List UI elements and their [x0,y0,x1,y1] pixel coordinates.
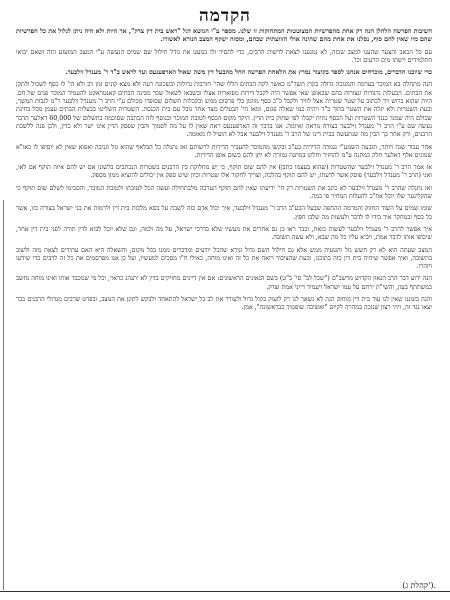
paragraph: עם כל הכאב והצער שהענו למצב שכזה, לא נמנענו לצאת לרשות הרבים, כדי להסיר ולו במעט את גודל חילול שם שמים הנעשה ע"י המצב המזעזע הזה ושאם יבואו התלמידים וישתו מים הרעים וכו'. [16,48,432,64]
paragraph: אחר עבור שנה ויותר, תובעה השמע"י נגמרה הדירות בע"כ ובקשו מהמוכר להעביר הדירות לרשותם ואז נתגלה כל הבלאף שהוא גזל וגניבה ואפוא שאין לא יוסיפו לו כאו"א שמונים אלף דאלער חלק כמתנה ע"מ להחזיר וחלקו במתנה גמורה לא יתן להם בשום אופן הדירות. [16,143,432,159]
source-reference: (קהלת ג'). [402,581,436,590]
paragraph: המצב שעתה הוא לא רק חשש גזל והטעיה ממש אלא גם חילול השם גדול ונורא שהכל יודעים ומדברים ממנו בכל מקום, והשאלה היא האם עתידים לצאת מזה ולשוב בתשובה, ואיך אפשר שיהיה בית דין כזה בתוכנו, ובעת שהציבור רואה את כל זה ואינו מוחה, כאילו ח"ו מסכים למעשיו, ועל כן אנו מפרסמים את כל זה לרבים כדי שידעו ויזהרו. [16,246,432,271]
page-title: הקדמה [199,6,251,26]
paragraph: הנה ידוע דבר הרב הגאון הקדוש מרשב"ם ("שכל לב" סי' כ"ט) בשם הגאונים הראשונים: אם אין דיינים מחזיקים בדין לא יתנהג כראוי, וכל מי שמכבד אותו ואינו מוחה נחשב כמשתתף בעון, והשי"ת ירחם על עמו ישראל ויעמיד דייני אמת וצדק. [16,275,432,291]
paragraph: והנה בזמננו שאין לנו עוד בית דין מוחזק הנה לא נשאר לנו רק לזעוק בקול גדול ולעורר את לב כל ישראל להתאחד ולבקש לתקן את המצב, ובפרט שרבים מגדולי הרבנים כבר יצאו נגד זה, ויהי רצון שנזכה במהרה לקיום "ואשיבה שופטיך כבראשונה", אמן. [16,296,432,312]
scan-edge-left [3,200,4,590]
paragraph: שומו שמים על השוד החזוק והמרמה ההחפה שבעל הבע"ב הרב ר' מענדל זילבער, איך יכול אדם כזה לשבת על כסא מלכות בית דין ולרמות את בני ישראל בצורה כזו, אשר כל כסף ובמחקר איך בידו לו לדבר ולעשות מה שלבו חפץ. [16,205,432,221]
scan-edge-bottom [0,591,450,592]
paragraph: איך אפשר להרב ר' מענדל זילבער לעשות כזאת, וכבר ראו כן גם אחרים את מעשיו שלא בדרכי ישראל, על מה ולמה, וגם שלא יוכל לבוא לדין תורה לפני בית דין אחר, שיכופו אותו לדבר אמת, ויביא עליו כל מה שבא, ולא עשה תשובה. [16,225,432,242]
paragraph: אז אמר הרב ר' מענדל זילבער שהשטרות (שהוא בעצמו כתבן) אין להם שום תוקף, כי יש מחלוקת בין הרבנים בשטרות הנכתבים בלשונו אם יש להם איזה תוקף אם לאו, ואני (הרב ר' מענדל זילבער) פוסק אשר לדעתו, יש להם תוקף כהלכה, וצריך לחקור אלו שטרות וכיון שיש ספק אין יכולים להוציא ממון מספק. [16,164,432,180]
paragraph: ואז נתגלה שהרב ר' מענדל זילבער לא כתב את השטרות רק הי' ידיעתו שאין להם תוקף הערכה מלכתחילה ועשה הכל לטובתו ולטובת המוכר, והסכימו לשלם שום תוקף כי שהקלינער שלו יוכל אח"כ להעלות המחיר פי כמה. [16,184,432,201]
paragraph: הנה מתחלה בא המוכר בערמה והמנוכה גדולה בקרן תשד"מ כאשר לקח הבתים הללו שהי' חורבות גדולות ובשכונה רעה ולא מצא קונים זמן רב ולא הי' לו כסף לשכול ולתקן את הבתים. הבעלות נדנודות ונצורות בהם שבאופן שאי אפשר היה לקבל דירות מפוארות אצלו וכשבאו לשאול שכר מבינה הבתים קאנטראקט להעמיד המוכר פנים של חס. היות שהוא ברוש ויד לכתוב על שטר שטרות אצל לוויד ולקבל כ"כ כסף מזומן בלי פרסום ממש ובקבלות תשלום שסופרו מכולם ע"י הרב ר' מענדל זילבער ר"מ לגבות המשך, ובעת השטרות ולא יגלה את השטר בתוך ב"ד ויהיה כמו שאלה פגום, ומאז הי' הבעלים מצד אחד גובל עם בית הכנסת. השטרות השליטו בבעלות הבתים עצמן מכל בחינת שכולם היה שמנד כנגד השטרות ועל הכסף נתיח יקבלו לפי שחוק בית הדין. היקר מקום הכסף לטובת המוכר ובנוסף לזה הכתבה שסוכמה בתשלום של 60,000 דאלער הדבר נעשה שם ע"י הרב ר' מענדל זילבער בצורה נוראה ואיומה. אנו בדבר זה הארפענעס ראה שאין לו על מה לסמוך והבין שפסק הדין אינו ישר ולא כדין, ולכן פנה ללשכת הרבנים, ורק אחר כך הבין מה שנתעשה בבית דינו של הרב ר' מענדל זילבער אבל לא הועיל לו מאומה. [16,81,432,139]
paragraph: חשיבות הפרשה הלהלן הנה רק אחת מהפרשיות המצוטטות המתחזקות זו שלנו. מספר ע"י הגושא דגל "ראש בית דין צדק", אך היות ולא היה ניתן לגלול את כל הפרשיות שהם מיו שאין להם סוף, נסלנו את אחת מהם שהינה אולי הזוועתית שבהם, ומסוה ישקף המצב הנורא לאשורו. [16,28,432,44]
document-body [16,28,432,317]
paragraph: כדי שיובנו הדברים, מוכרחים אנחנו לספר בקיצור נמרץ את הלאחת הפרשה החל מהבעל דין משה שאול הארפענעס ועד לראש ב"ד ר' מענדל זילבער. [65,69,432,77]
